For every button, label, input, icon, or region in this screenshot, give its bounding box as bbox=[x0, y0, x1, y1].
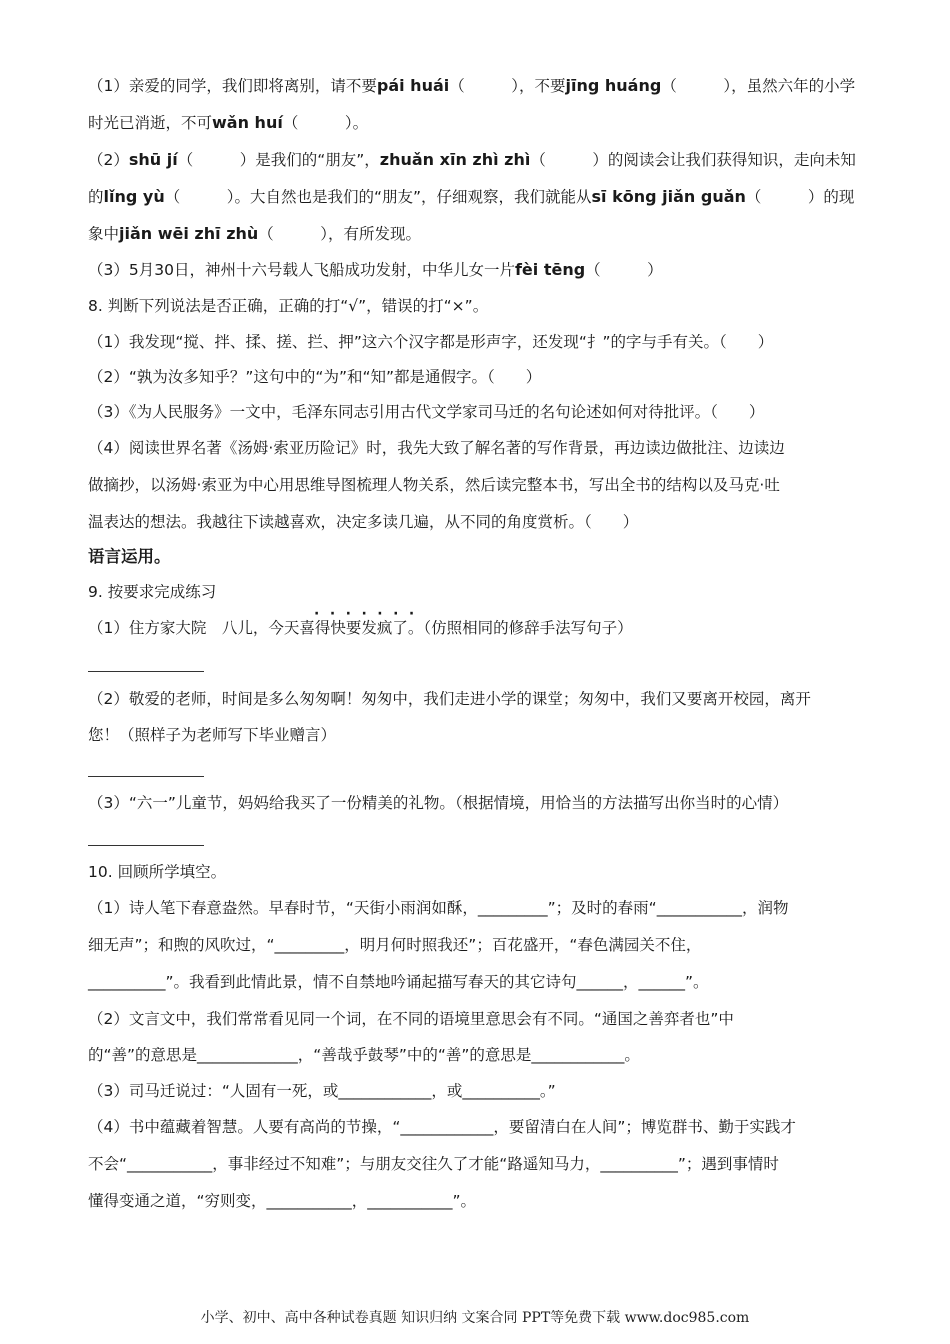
emphasized-text: 喜得快要发疯了 bbox=[299, 619, 408, 637]
q10-item-1-line1: （1）诗人笔下春意盎然。早春时节，“天街小雨润如酥，_________”；及时的春雨“___________，润物 bbox=[88, 899, 789, 917]
text: （ ）。 bbox=[282, 114, 369, 132]
q7-p3 bbox=[88, 260, 868, 280]
section-heading: 语言运用。 bbox=[88, 547, 171, 566]
q9-item-3: （3）“六一”儿童节，妈妈给我买了一份精美的礼物。（根据情境，用恰当的方法描写出你当时的心情） bbox=[88, 794, 789, 812]
q10-item-1-line3: __________”。我看到此情此景，情不自禁地吟诵起描写春天的其它诗句______，______”。 bbox=[88, 973, 709, 991]
q10-item-4-line1: （4）书中蕴藏着智慧。人要有高尚的节操，“____________，要留清白在人间”；博览群书、勤于实践才 bbox=[88, 1118, 796, 1136]
q8-item-3: （3）《为人民服务》一文中，毛泽东同志引用古代文学家司马迁的名句论述如何对待批评。（ ） bbox=[88, 403, 765, 421]
q9-title: 9. 按要求完成练习 bbox=[88, 583, 217, 601]
q10-item-2-line2: 的“善”的意思是_____________，“善哉乎鼓琴”中的“善”的意思是____________。 bbox=[88, 1046, 640, 1064]
q8-item-2: （2）“孰为汝多知乎？”这句中的“为”和“知”都是通假字。（ ） bbox=[88, 368, 542, 386]
text: 象中 bbox=[88, 225, 120, 243]
q10-item-4-line2: 不会“___________，事非经过不知难”；与朋友交往久了才能“路遥知马力，__________”；遇到事情时 bbox=[88, 1155, 779, 1173]
q7-p1-line1 bbox=[88, 76, 868, 96]
text: （ ）。大自然也是我们的“朋友”，仔细观察，我们就能从 bbox=[164, 188, 592, 206]
text: （ ）的阅读会让我们获得知识，走向未知 bbox=[530, 151, 856, 169]
text: （1）住方家大院 八儿，今天 bbox=[88, 619, 300, 637]
q9-item-2-line2: 您！（照样子为老师写下毕业赠言） bbox=[88, 726, 337, 744]
q7-p1-line2 bbox=[88, 113, 868, 133]
pinyin: pái huái bbox=[376, 76, 450, 95]
text: 的 bbox=[88, 188, 104, 206]
q7-p2-line2 bbox=[88, 187, 868, 207]
q9-item-1 bbox=[88, 618, 868, 638]
q9-item-2-line1: （2）敬爱的老师，时间是多么匆匆啊！匆匆中，我们走进小学的课堂；匆匆中，我们又要离开校园，离开 bbox=[88, 690, 811, 708]
text: （2） bbox=[88, 151, 129, 169]
pinyin: zhuǎn xīn zhì zhì bbox=[379, 150, 531, 169]
text: （1）亲爱的同学，我们即将离别，请不要 bbox=[88, 77, 377, 95]
q8-title: 8. 判断下列说法是否正确，正确的打“√”，错误的打“×”。 bbox=[88, 297, 489, 315]
text: （ ）是我们的“朋友”， bbox=[177, 151, 380, 169]
q8-item-1: （1）我发现“搅、拌、揉、搓、拦、押”这六个汉字都是形声字，还发现“扌”的字与手有关。（ ） bbox=[88, 333, 774, 351]
q10-item-4-line3: 懂得变通之道，“穷则变，___________，___________”。 bbox=[88, 1192, 477, 1210]
pinyin: fèi tēng bbox=[514, 260, 586, 279]
q10-item-3: （3）司马迁说过：“人固有一死，或____________，或__________。” bbox=[88, 1082, 556, 1100]
pinyin: lǐng yù bbox=[103, 187, 165, 206]
pinyin: shū jí bbox=[128, 150, 178, 169]
text: （3）5月30日，神州十六号载人飞船成功发射，中华儿女一片 bbox=[88, 261, 515, 279]
q8-item-4-line3: 温表达的想法。我越往下读越喜欢，决定多读几遍，从不同的角度赏析。（ ） bbox=[88, 513, 639, 531]
text: 。（仿照相同的修辞手法写句子） bbox=[407, 619, 633, 637]
text: （ ），有所发现。 bbox=[258, 225, 422, 243]
pinyin: wǎn huí bbox=[212, 113, 283, 132]
text: （ ）的现 bbox=[745, 188, 855, 206]
text: （ ），不要 bbox=[449, 77, 566, 95]
answer-line-3[interactable] bbox=[88, 845, 204, 846]
q7-p2-line3 bbox=[88, 224, 868, 244]
text: 时光已消逝，不可 bbox=[88, 114, 213, 132]
q7-p2-line1 bbox=[88, 150, 868, 170]
emphasis-dots: ······· bbox=[314, 606, 425, 622]
page-footer: 小学、初中、高中各种试卷真题 知识归纳 文案合同 PPT等免费下载 www.doc985.com bbox=[200, 1310, 750, 1326]
answer-line-2[interactable] bbox=[88, 776, 204, 777]
q10-item-2-line1: （2）文言文中，我们常常看见同一个词，在不同的语境里意思会有不同。“通国之善弈者也”中 bbox=[88, 1010, 734, 1028]
q8-item-4-line1: （4）阅读世界名著《汤姆·索亚历险记》时，我先大致了解名著的写作背景，再边读边做批注、边读边 bbox=[88, 439, 785, 457]
text: （ ），虽然六年的小学 bbox=[661, 77, 856, 95]
text: （ ） bbox=[585, 261, 663, 279]
answer-line-1[interactable] bbox=[88, 671, 204, 672]
pinyin: sī kōng jiǎn guǎn bbox=[591, 187, 746, 206]
q10-item-1-line2: 细无声”；和煦的风吹过，“_________，明月何时照我还”；百花盛开，“春色满园关不住， bbox=[88, 936, 702, 954]
pinyin: jīng huáng bbox=[565, 76, 662, 95]
q8-item-4-line2: 做摘抄，以汤姆·索亚为中心用思维导图梳理人物关系，然后读完整本书，写出全书的结构以及马克·吐 bbox=[88, 476, 780, 494]
q10-title: 10. 回顾所学填空。 bbox=[88, 863, 227, 881]
pinyin: jiǎn wēi zhī zhù bbox=[119, 224, 259, 243]
